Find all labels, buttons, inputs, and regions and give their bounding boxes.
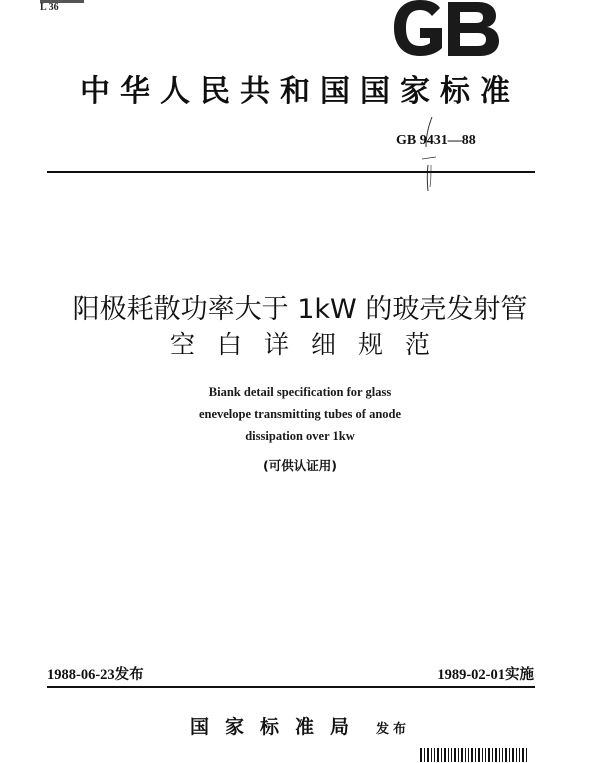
standard-name: 中华人民共和国国家标准 [80, 74, 520, 109]
certification-note: (可供认证用) [263, 458, 337, 473]
title-chinese-line-1: 阳极耗散功率大于 1kW 的玻壳发射管 [72, 294, 528, 325]
issuer-line [0, 712, 600, 739]
issuer-name: 国家标准局 [189, 716, 365, 738]
classification-code: L 36 [40, 2, 59, 13]
footer-divider [47, 686, 535, 688]
issue-date: 1988-06-23发布 [47, 667, 144, 683]
title-english-line-3: dissipation over 1kw [245, 429, 355, 443]
title-english-line-2: enevelope transmitting tubes of anode [198, 407, 402, 421]
title-chinese-line-2: 空白详细规范 [169, 330, 452, 359]
header-divider [47, 171, 535, 173]
barcode-icon [420, 748, 528, 762]
implementation-date: 1989-02-01实施 [437, 667, 534, 683]
standard-number: GB 9431—88 [396, 133, 476, 148]
title-english-line-1: Biank detail specification for glass [208, 385, 392, 399]
gb-logo-icon [392, 0, 502, 58]
issuer-action: 发布 [376, 722, 411, 737]
handwritten-mark [418, 115, 448, 195]
